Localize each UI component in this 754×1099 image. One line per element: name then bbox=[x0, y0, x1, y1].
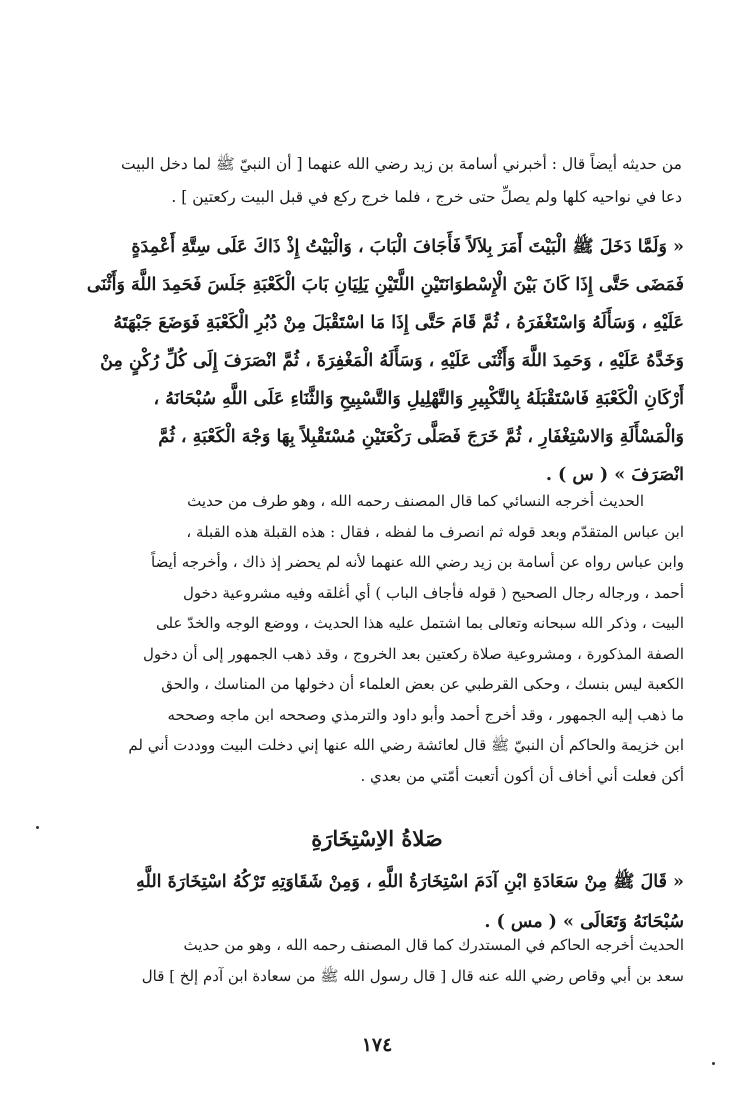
hadith-line: فَمَضَى حَتَّى إِذَا كَانَ بَيْنَ الْإِسْطوَانَتَيْنِ اللَّتَيْنِ يَلِيَانِ بَابَ الْكَعْبَةِ جَلَسَ فَحَمِدَ اللَّهَ وَأَثْنَى bbox=[86, 275, 684, 295]
commentary-line: أكن فعلت أني أخاف أن أكون أتعبت أمّتي من بعدي . bbox=[360, 766, 684, 785]
page-number: ١٧٤ bbox=[361, 1034, 393, 1056]
scan-speck bbox=[36, 826, 39, 829]
commentary-line: ابن عباس المتقدّم وبعد قوله ثم انصرف ما لفظه ، فقال : هذه القبلة هذه القبلة ، bbox=[186, 522, 684, 541]
commentary-line: أحمد ، ورجاله رجال الصحيح ( قوله فأجاف الباب ) أي أغلقه وفيه مشروعية دخول bbox=[182, 583, 684, 602]
scan-speck bbox=[712, 1062, 715, 1065]
hadith-line: وَخَدَّهُ عَلَيْهِ ، وَحَمِدَ اللَّهَ وَأَثْنَى عَلَيْهِ ، وَسَأَلَهُ الْمَغْفِرَةَ ، ثُمَّ انْصَرَفَ إِلَى كُلِّ رُكْنٍ مِنْ bbox=[100, 351, 684, 371]
commentary-line: الحديث أخرجه النسائي كما قال المصنف رحمه الله ، وهو طرف من حديث bbox=[187, 492, 644, 510]
commentary-line: البيت ، وذكر الله سبحانه وتعالى بما اشتمل عليه هذا الحديث ، ووضع الوجه والخدّ على bbox=[156, 614, 684, 632]
hadith-line: سُبْحَانَهُ وَتَعَالَى » ( مس ) . bbox=[484, 912, 684, 932]
intro-paragraph bbox=[66, 148, 682, 214]
commentary-line: الصفة المذكورة ، ومشروعية صلاة ركعتين بعد الخروج ، وقد ذهب الجمهور إلى أن دخول bbox=[143, 644, 684, 663]
commentary-line: ما ذهب إليه الجمهور ، وقد أخرج أحمد وأبو داود والترمذي وصححه ابن ماجه وصححه bbox=[167, 705, 684, 724]
commentary-line: ابن خزيمة والحاكم أن النبيّ ﷺ قال لعائشة رضي الله عنها إني دخلت البيت ووددت أني لم bbox=[128, 736, 684, 754]
hadith-line: عَلَيْهِ ، وَسَأَلَهُ وَاسْتَغْفَرَهُ ، ثُمَّ قَامَ حَتَّى إِذَا مَا اسْتَقْبَلَ مِنْ دُبُرِ الْكَعْبَةِ فَوَضَعَ جَبْهَتَهُ bbox=[113, 313, 684, 333]
commentary-line: سعد بن أبي وقاص رضي الله عنه قال [ قال رسول الله ﷺ من سعادة ابن آدم إلخ ] قال bbox=[141, 967, 684, 985]
section-heading: صَلاةُ الاِسْتِخَارَةِ bbox=[311, 826, 443, 851]
commentary-line: الحديث أخرجه الحاكم في المستدرك كما قال المصنف رحمه الله ، وهو من حديث bbox=[183, 936, 684, 954]
hadith-text-kaaba bbox=[64, 228, 684, 494]
commentary-line: الكعبة ليس بنسك ، وحكى القرطبي عن بعض العلماء أن دخولها من المناسك ، والحق bbox=[161, 675, 684, 693]
hadith-line: « وَلَمَّا دَخَلَ ﷺ الْبَيْتَ أَمَرَ بِلاَلاً فَأَجَافَ الْبَابَ ، وَالْبَيْتُ إِذْ ذَاكَ عَلَى سِتَّةِ أَعْمِدَةٍ bbox=[131, 237, 684, 257]
hadith-line: « قَالَ ﷺ مِنْ سَعَادَةِ ابْنِ آدَمَ اسْتِخَارَةُ اللَّهِ ، وَمِنْ شَقَاوَتِهِ تَرْكُهُ اسْتِخَارَةَ اللَّهِ bbox=[136, 872, 684, 892]
commentary-istikhara bbox=[66, 930, 684, 992]
intro-line: من حديثه أيضاً قال : أخبرني أسامة بن زيد رضي الله عنهما [ أن النبيّ ﷺ لما دخل البيت bbox=[120, 155, 682, 173]
hadith-line: أَرْكَانِ الْكَعْبَةِ فَاسْتَقْبَلَهُ بِالتَّكْبِيرِ وَالتَّهْلِيلِ وَالتَّسْبِيحِ وَالثَّنَاءِ عَلَى اللَّهِ سُبْحَانَهُ ، bbox=[153, 389, 684, 409]
commentary-kaaba bbox=[66, 486, 684, 791]
commentary-line: وابن عباس رواه عن أسامة بن زيد رضي الله عنهما لأنه لم يحضر إذ ذاك ، وأخرجه أيضاً bbox=[151, 553, 684, 571]
intro-line: دعا في نواحيه كلها ولم يصلِّ حتى خرج ، فلما خرج ركع في قبل البيت ركعتين ] . bbox=[171, 188, 682, 206]
hadith-line: وَالْمَسْأَلَةِ وَالاسْتِغْفَارِ ، ثُمَّ خَرَجَ فَصَلَّى رَكْعَتَيْنِ مُسْتَقْبِلاً بِهَا وَجْهَ الْكَعْبَةِ ، ثُمَّ bbox=[158, 427, 684, 447]
hadith-line: انْصَرَفَ » ( س ) . bbox=[545, 465, 684, 485]
